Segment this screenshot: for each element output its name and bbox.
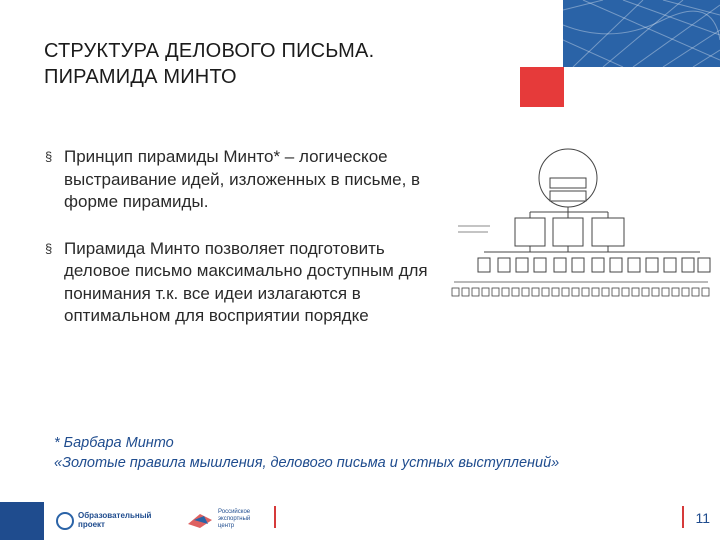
footer-blue-block [0, 502, 44, 540]
footer [0, 498, 720, 540]
logo-text-line: Образовательный [78, 511, 152, 520]
pyramid-level2-box [553, 218, 583, 246]
page-number: 11 [695, 510, 710, 526]
bullet-text: Принцип пирамиды Минто* – логическое выстраивание идей, изложенных в письме, в форме пирамиды. [64, 147, 421, 211]
logo-text [218, 509, 250, 530]
footer-divider [682, 506, 684, 528]
footer-divider [274, 506, 276, 528]
pyramid-top-box [550, 178, 586, 188]
logo-text-line: экспортный [218, 516, 251, 522]
pyramid-top-box [550, 191, 586, 201]
footnote-book: «Золотые правила мышления, делового письма и устных выступлений» [54, 455, 560, 471]
footnote [54, 433, 559, 473]
decorative-red-square [520, 67, 564, 107]
logo-text [78, 511, 151, 529]
decorative-blue-panel [563, 0, 720, 67]
bullet-mark: § [45, 149, 53, 164]
export-center-logo [186, 506, 266, 536]
title-line-2: ПИРАМИДА МИНТО [44, 66, 237, 88]
pyramid-level2-box [592, 218, 624, 246]
bullet-item [44, 146, 444, 214]
pyramid-level4 [452, 288, 709, 296]
pyramid-level2-box [515, 218, 545, 246]
minto-pyramid-diagram [450, 148, 718, 308]
footnote-author: * Барбара Минто [54, 435, 174, 451]
slide-title [44, 38, 374, 90]
bullet-list [44, 146, 444, 352]
globe-icon [56, 512, 74, 530]
bullet-text: Пирамида Минто позволяет подготовить деловое письмо максимально доступным для понимания т.к. все идеи излагаются в оптимальном для восприятии порядке [64, 238, 428, 325]
logo-text-line: центр [218, 523, 235, 529]
pyramid-level3 [478, 258, 710, 272]
logo-text-line: проект [78, 520, 105, 529]
bullet-mark: § [45, 240, 53, 256]
decorative-lines [563, 0, 720, 67]
bullet-item [44, 238, 444, 328]
title-line-1: СТРУКТУРА ДЕЛОВОГО ПИСЬМА. [44, 40, 375, 62]
education-project-logo [56, 508, 166, 536]
logo-text-line: Российское [218, 509, 251, 515]
export-center-icon [186, 510, 214, 530]
